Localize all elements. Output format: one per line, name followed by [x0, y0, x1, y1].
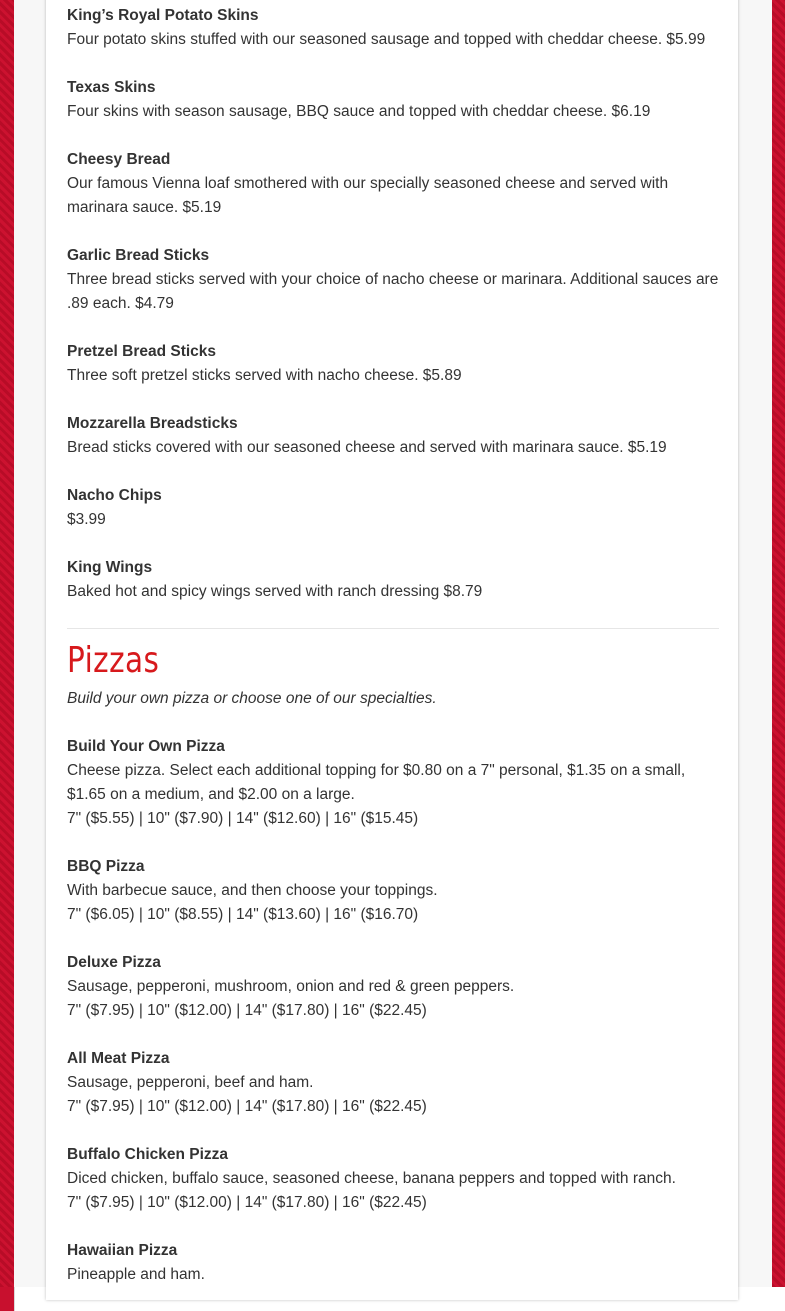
menu-item-prices: 7" ($7.95) | 10" ($12.00) | 14" ($17.80) | 16" ($22.45) [67, 1194, 427, 1211]
menu-item-name: Cheesy Bread [67, 151, 171, 168]
menu-item-description: Diced chicken, buffalo sauce, seasoned cheese, banana peppers and topped with ranch. [67, 1170, 676, 1187]
menu-item-prices: 7" ($7.95) | 10" ($12.00) | 14" ($17.80) | 16" ($22.45) [67, 1098, 427, 1115]
section-title-pizzas: Pizzas [67, 640, 160, 681]
menu-item-deluxe-pizza [67, 951, 719, 1023]
menu-item-description: Our famous Vienna loaf smothered with our specially seasoned cheese and served with marinara sauce. $5.19 [67, 175, 669, 216]
menu-item-prices: 7" ($6.05) | 10" ($8.55) | 14" ($13.60) | 16" ($16.70) [67, 906, 419, 923]
menu-item-description: Four skins with season sausage, BBQ sauce and topped with cheddar cheese. $6.19 [67, 103, 651, 120]
menu-item-hawaiian-pizza [67, 1239, 719, 1287]
left-gutter [14, 0, 46, 1287]
menu-item-nacho-chips [67, 484, 719, 532]
menu-item-name: Buffalo Chicken Pizza [67, 1146, 229, 1163]
menu-item-name: King Wings [67, 559, 153, 576]
menu-item-pretzel-bread-sticks [67, 340, 719, 388]
menu-item-name: BBQ Pizza [67, 858, 145, 875]
menu-content [67, 4, 719, 1311]
menu-item-king-wings [67, 556, 719, 604]
menu-item-garlic-bread-sticks [67, 244, 719, 316]
menu-item-name: All Meat Pizza [67, 1050, 170, 1067]
menu-item-name: Deluxe Pizza [67, 954, 161, 971]
menu-item-description: Sausage, pepperoni, beef and ham. [67, 1074, 314, 1091]
menu-item-bbq-pizza [67, 855, 719, 927]
left-border-decoration [0, 0, 14, 1287]
menu-item-name: Nacho Chips [67, 487, 162, 504]
menu-item-mozzarella-breadsticks [67, 412, 719, 460]
menu-item-description: Pineapple and ham. [67, 1266, 205, 1283]
menu-item-name: Mozzarella Breadsticks [67, 415, 238, 432]
menu-item-description: With barbecue sauce, and then choose your toppings. [67, 882, 438, 899]
menu-item-kings-royal-potato-skins [67, 4, 719, 52]
right-border-decoration [772, 0, 785, 1287]
menu-item-description: Bread sticks covered with our seasoned cheese and served with marinara sauce. $5.19 [67, 439, 667, 456]
menu-item-description: Three soft pretzel sticks served with nacho cheese. $5.89 [67, 367, 462, 384]
menu-item-prices: 7" ($7.95) | 10" ($12.00) | 14" ($17.80) | 16" ($22.45) [67, 1002, 427, 1019]
menu-item-description: Three bread sticks served with your choice of nacho cheese or marinara. Additional sauces are .89 each. $4.79 [67, 271, 719, 312]
menu-item-texas-skins [67, 76, 719, 124]
menu-item-prices: 7" ($5.55) | 10" ($7.90) | 14" ($12.60) | 16" ($15.45) [67, 810, 419, 827]
menu-item-cheesy-bread [67, 148, 719, 220]
menu-item-name: Texas Skins [67, 79, 156, 96]
menu-item-description: Cheese pizza. Select each additional topping for $0.80 on a 7" personal, $1.35 on a small, $1.65 on a medium, and $2.00 on a large. [67, 762, 686, 803]
right-gutter [738, 0, 772, 1287]
menu-item-description: Four potato skins stuffed with our seasoned sausage and topped with cheddar cheese. $5.99 [67, 31, 706, 48]
menu-item-description: $3.99 [67, 511, 106, 528]
menu-item-name: Garlic Bread Sticks [67, 247, 210, 264]
menu-item-description: Baked hot and spicy wings served with ranch dressing $8.79 [67, 583, 483, 600]
menu-item-name: Pretzel Bread Sticks [67, 343, 217, 360]
section-intro: Build your own pizza or choose one of our specialties. [67, 690, 437, 707]
menu-item-all-meat-pizza [67, 1047, 719, 1119]
menu-item-name: Hawaiian Pizza [67, 1242, 178, 1259]
section-divider [67, 628, 719, 629]
menu-item-description: Sausage, pepperoni, mushroom, onion and red & green peppers. [67, 978, 515, 995]
menu-item-buffalo-chicken-pizza [67, 1143, 719, 1215]
menu-item-build-your-own-pizza [67, 735, 719, 831]
menu-item-name: King’s Royal Potato Skins [67, 7, 259, 24]
menu-item-name: Build Your Own Pizza [67, 738, 225, 755]
